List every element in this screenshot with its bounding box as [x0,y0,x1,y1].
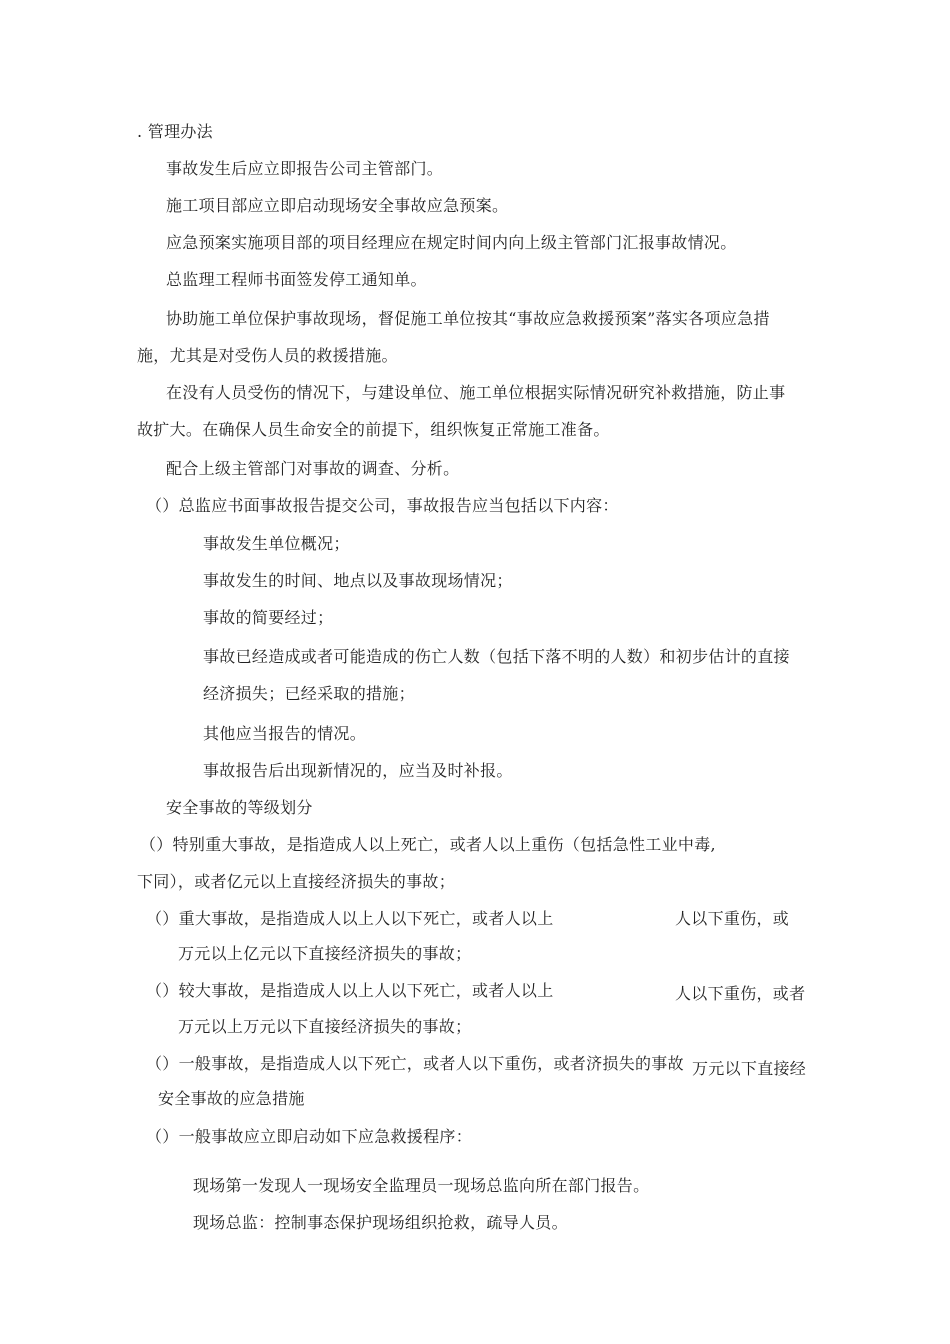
paragraph-line: 应急预案实施项目部的项目经理应在规定时间内向上级主管部门汇报事故情况。 [166,233,737,252]
paragraph-line: 在没有人员受伤的情况下，与建设单位、施工单位根据实际情况研究补救措施，防止事 [166,383,786,402]
paragraph-line-fragment: 万元以下直接经 [692,1059,807,1078]
list-item: 其他应当报告的情况。 [203,724,367,743]
paragraph-line: 事故发生后应立即报告公司主管部门。 [166,159,444,178]
paragraph-line-fragment: 人以下重伤，或 [675,909,790,928]
paragraph-line: 配合上级主管部门对事故的调查、分析。 [166,459,460,478]
list-item: 事故的简要经过； [203,608,334,627]
list-item: 事故报告后出现新情况的，应当及时补报。 [203,761,513,780]
paragraph-line: 施，尤其是对受伤人员的救援措施。 [137,346,398,365]
paragraph-line: （）特别重大事故，是指造成人以上死亡，或者人以上重伤（包括急性工业中毒, [140,835,716,854]
paragraph-line-fragment: 人以下重伤，或者 [675,984,806,1003]
paragraph-line: （）重大事故，是指造成人以上人以下死亡，或者人以上 [146,909,554,928]
paragraph-line: 协助施工单位保护事故现场，督促施工单位按其“事故应急救援预案”落实各项应急措 [166,309,770,328]
paragraph-line: （）一般事故，是指造成人以下死亡，或者人以下重伤，或者济损失的事故 [146,1054,684,1073]
paragraph-line: （）一般事故应立即启动如下应急救援程序： [146,1127,473,1146]
list-item: 经济损失；已经采取的措施； [203,684,415,703]
list-item: 事故已经造成或者可能造成的伤亡人数（包括下落不明的人数）和初步估计的直接 [203,647,790,666]
paragraph-line: （）较大事故，是指造成人以上人以下死亡，或者人以上 [146,981,554,1000]
paragraph-line: 万元以上万元以下直接经济损失的事故； [178,1017,472,1036]
paragraph-line: 万元以上亿元以下直接经济损失的事故； [178,944,472,963]
paragraph-line: 故扩大。在确保人员生命安全的前提下，组织恢复正常施工准备。 [137,420,610,439]
list-item: 现场总监：控制事态保护现场组织抢救，疏导人员。 [193,1213,568,1232]
list-item: 事故发生单位概况； [203,534,350,553]
section-heading-management: . 管理办法 [137,122,213,141]
section-heading-emergency-measures: 安全事故的应急措施 [158,1089,305,1108]
paragraph-line: （）总监应书面事故报告提交公司，事故报告应当包括以下内容： [146,496,619,515]
paragraph-line: 施工项目部应立即启动现场安全事故应急预案。 [166,196,509,215]
section-heading-accident-levels: 安全事故的等级划分 [166,798,313,817]
paragraph-line: 总监理工程师书面签发停工通知单。 [166,270,427,289]
list-item: 现场第一发现人一现场安全监理员一现场总监向所在部门报告。 [193,1176,650,1195]
list-item: 事故发生的时间、地点以及事故现场情况； [203,571,513,590]
paragraph-line: 下同），或者亿元以上直接经济损失的事故； [137,872,456,891]
